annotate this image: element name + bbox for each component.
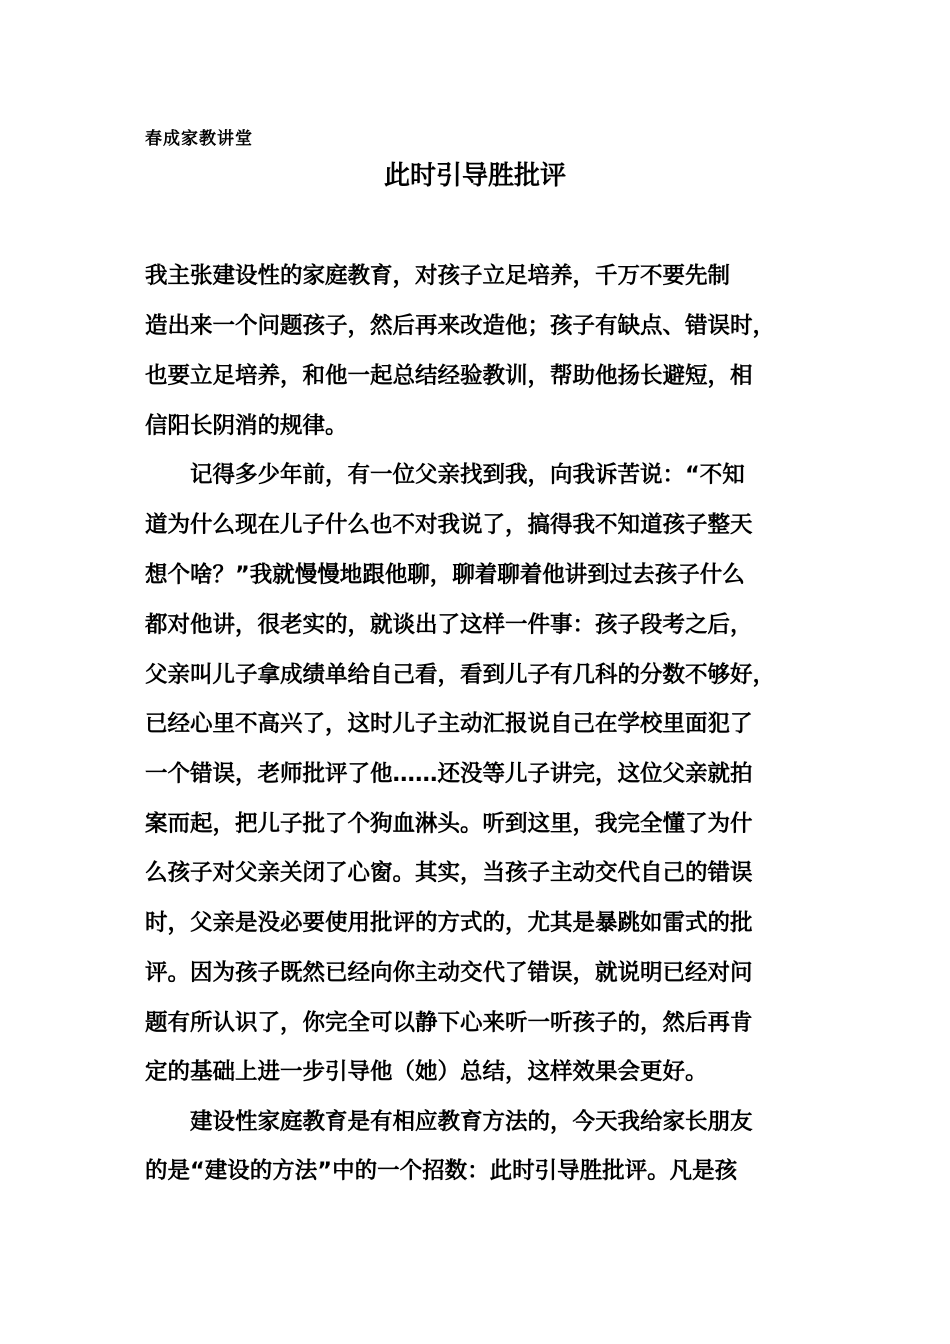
paragraph-line: 造出来一个问题孩子，然后再来改造他；孩子有缺点、错误时， xyxy=(145,313,776,339)
paragraph-line: 案而起，把儿子批了个狗血淋头。听到这里，我完全懂了为什 xyxy=(145,811,753,837)
paragraph-line: 都对他讲，很老实的，就谈出了这样一件事：孩子段考之后， xyxy=(145,612,753,638)
header-label: 春成家教讲堂 xyxy=(145,129,253,149)
paragraph-line: 我主张建设性的家庭教育，对孩子立足培养，千万不要先制 xyxy=(145,263,731,289)
paragraph-line: 的是“建设的方法”中的一个招数：此时引导胜批评。凡是孩 xyxy=(145,1158,738,1184)
paragraph-line: 也要立足培养，和他一起总结经验教训，帮助他扬长避短，相 xyxy=(145,363,753,389)
paragraph-line: 道为什么现在儿子什么也不对我说了，搞得我不知道孩子整天 xyxy=(145,512,753,538)
paragraph-line: 信阳长阴消的规律。 xyxy=(145,413,348,439)
document-title: 此时引导胜批评 xyxy=(383,161,566,191)
paragraph-line: 评。因为孩子既然已经向你主动交代了错误，就说明已经对问 xyxy=(145,960,753,986)
paragraph-line: 想个啥？”我就慢慢地跟他聊，聊着聊着他讲到过去孩子什么 xyxy=(145,562,745,588)
paragraph-line: 父亲叫儿子拿成绩单给自己看，看到儿子有几科的分数不够好， xyxy=(145,662,776,688)
paragraph-line: 已经心里不高兴了，这时儿子主动汇报说自己在学校里面犯了 xyxy=(145,711,753,737)
paragraph-line: 建设性家庭教育是有相应教育方法的，今天我给家长朋友 xyxy=(145,1109,753,1135)
paragraph-line: 一个错误，老师批评了他……还没等儿子讲完，这位父亲就拍 xyxy=(145,761,753,787)
paragraph-line: 么孩子对父亲关闭了心窗。其实，当孩子主动交代自己的错误 xyxy=(145,860,753,886)
paragraph-line: 题有所认识了，你完全可以静下心来听一听孩子的，然后再肯 xyxy=(145,1010,753,1036)
paragraph-line: 记得多少年前，有一位父亲找到我，向我诉苦说：“不知 xyxy=(145,462,745,488)
paragraph-line: 定的基础上进一步引导他（她）总结，这样效果会更好。 xyxy=(145,1059,708,1085)
paragraph-line: 时，父亲是没必要使用批评的方式的，尤其是暴跳如雷式的批 xyxy=(145,910,753,936)
